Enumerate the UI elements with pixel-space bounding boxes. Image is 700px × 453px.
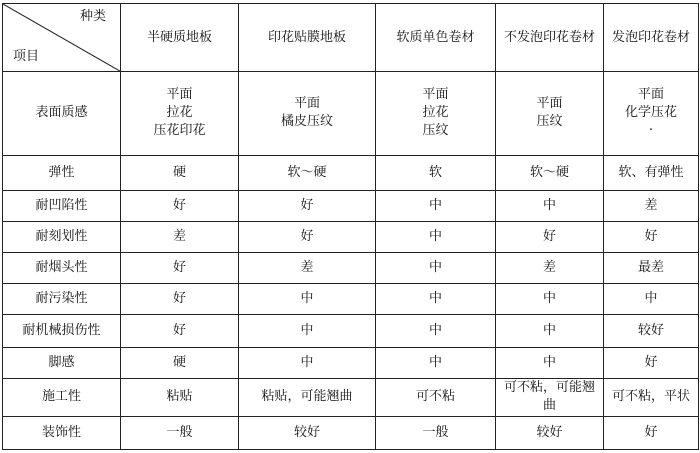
table-cell: 软～硬 <box>496 155 604 190</box>
cell-line: 化学压花 <box>624 105 677 121</box>
cell-line: 平面 <box>293 96 320 112</box>
table-cell: 中 <box>496 283 604 314</box>
cell-line: 压纹 <box>422 123 449 139</box>
table-cell: 中 <box>376 283 496 314</box>
table-cell: 较好 <box>496 416 604 449</box>
table-cell: 可不粘，平状 <box>604 378 699 416</box>
table-cell: 中 <box>376 190 496 221</box>
table-cell: 中 <box>239 283 376 314</box>
table-cell: 好 <box>604 416 699 449</box>
cell-line: 平面 <box>536 96 563 112</box>
table-cell <box>239 72 376 156</box>
table-cell: 最差 <box>604 252 699 283</box>
cell-line: 平面 <box>637 87 664 103</box>
row-label: 耐烟头性 <box>3 252 121 283</box>
table-cell <box>604 72 699 156</box>
row-label: 施工性 <box>3 378 121 416</box>
row-label: 耐机械损伤性 <box>3 314 121 347</box>
table-cell: 好 <box>239 190 376 221</box>
column-header: 软质单色卷材 <box>376 4 496 72</box>
corner-kind-label: 种类 <box>79 9 106 24</box>
table-cell: 硬 <box>121 347 239 378</box>
table-cell: 中 <box>496 190 604 221</box>
table-row <box>3 221 699 252</box>
table-cell: 软 <box>376 155 496 190</box>
table-cell: 中 <box>376 314 496 347</box>
table-row <box>3 155 699 190</box>
table-cell: 中 <box>376 347 496 378</box>
table-cell: 较好 <box>239 416 376 449</box>
table-cell: 可不粘，可能翘曲 <box>496 378 604 416</box>
table-cell: 好 <box>496 221 604 252</box>
cell-line: 橘皮压纹 <box>280 114 333 130</box>
column-header: 不发泡印花卷材 <box>496 4 604 72</box>
table-cell: 好 <box>121 314 239 347</box>
table-row <box>3 378 699 416</box>
comparison-table <box>2 3 699 450</box>
table-cell: 中 <box>604 283 699 314</box>
table-cell: 粘贴，可能翘曲 <box>239 378 376 416</box>
table-cell: 好 <box>121 252 239 283</box>
table-row <box>3 416 699 449</box>
table-cell: 好 <box>239 221 376 252</box>
table-cell: 好 <box>121 190 239 221</box>
cell-line: 压纹 <box>536 114 563 130</box>
cell-line: 压花印花 <box>153 123 206 139</box>
table-cell <box>496 72 604 156</box>
table-cell: 中 <box>376 252 496 283</box>
table-cell: 一般 <box>121 416 239 449</box>
table-cell: 一般 <box>376 416 496 449</box>
row-label: 耐刻划性 <box>3 221 121 252</box>
table-cell: 中 <box>239 314 376 347</box>
column-header: 印花贴膜地板 <box>239 4 376 72</box>
cell-line: 平面 <box>422 87 449 103</box>
table-row <box>3 190 699 221</box>
table-row <box>3 347 699 378</box>
table-cell <box>121 72 239 156</box>
table-cell: 中 <box>239 347 376 378</box>
corner-cell <box>3 4 121 72</box>
table-cell: 硬 <box>121 155 239 190</box>
table-cell: 可不粘 <box>376 378 496 416</box>
table-cell: 好 <box>604 347 699 378</box>
table-cell: 好 <box>121 283 239 314</box>
column-header: 发泡印花卷材 <box>604 4 699 72</box>
column-header: 半硬质地板 <box>121 4 239 72</box>
table-cell: 差 <box>604 190 699 221</box>
row-label: 脚感 <box>3 347 121 378</box>
table-cell: 中 <box>496 347 604 378</box>
table-cell: 中 <box>496 314 604 347</box>
table-cell: 好 <box>604 221 699 252</box>
table-row <box>3 314 699 347</box>
table-cell: 差 <box>239 252 376 283</box>
table-cell: 差 <box>496 252 604 283</box>
row-label: 装饰性 <box>3 416 121 449</box>
corner-item-label: 项目 <box>13 49 40 65</box>
row-label: 耐凹陷性 <box>3 190 121 221</box>
table-cell: 粘贴 <box>121 378 239 416</box>
row-label: 表面质感 <box>3 72 121 156</box>
table-row <box>3 72 699 156</box>
header-row <box>3 4 699 72</box>
table-cell: 软、有弹性 <box>604 155 699 190</box>
cell-line: 拉花 <box>422 105 449 121</box>
table-cell: 中 <box>376 221 496 252</box>
table-cell: 差 <box>121 221 239 252</box>
row-label: 耐污染性 <box>3 283 121 314</box>
row-label: 弹性 <box>3 155 121 190</box>
cell-line: · <box>648 123 654 139</box>
table-row <box>3 283 699 314</box>
table-cell <box>376 72 496 156</box>
table-cell: 较好 <box>604 314 699 347</box>
cell-line: 平面 <box>166 87 193 103</box>
cell-line: 拉花 <box>166 105 193 121</box>
table-row <box>3 252 699 283</box>
table-cell: 软～硬 <box>239 155 376 190</box>
